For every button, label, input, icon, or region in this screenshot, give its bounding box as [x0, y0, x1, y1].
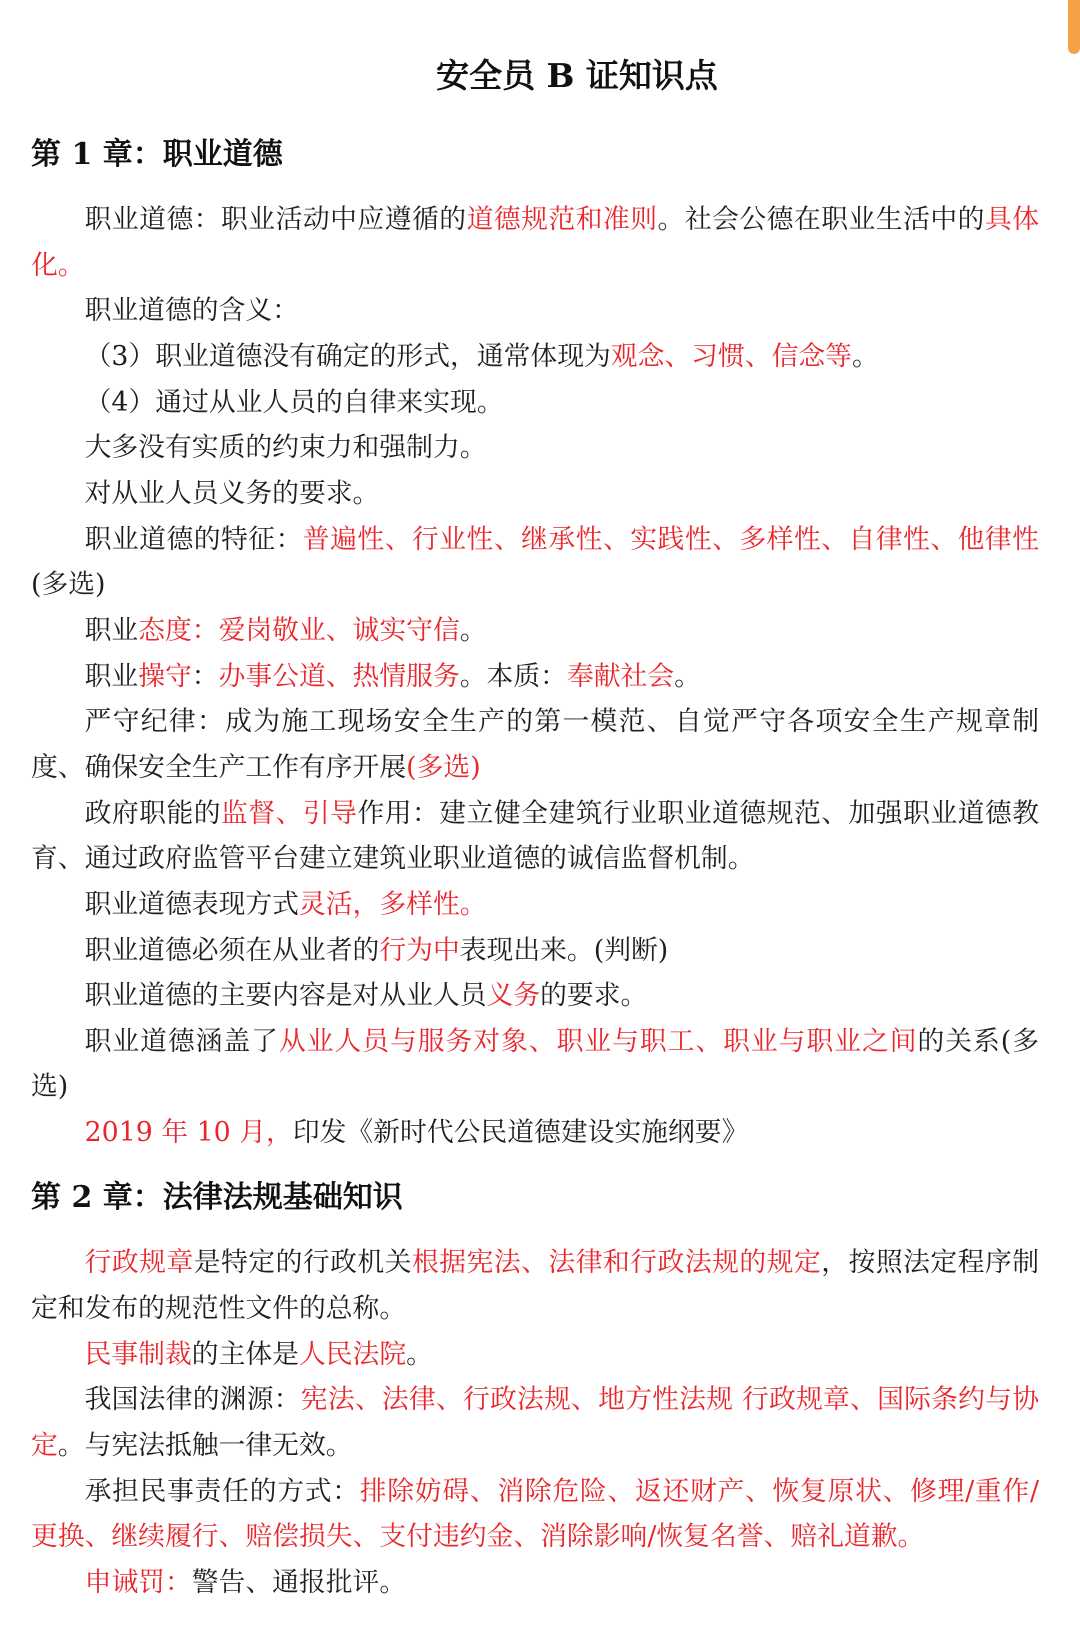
highlighted-text: 奉献社会 — [566, 660, 675, 692]
body-text: 的关系(多选) — [31, 1025, 1039, 1103]
paragraph — [31, 608, 1039, 654]
paragraph — [31, 1240, 1039, 1331]
body-text: 职业道德的特征： — [84, 523, 303, 555]
paragraph — [31, 334, 1039, 380]
paragraph — [31, 197, 1039, 288]
highlighted-text: 从业人员与服务对象、职业与职工、职业与职业之间 — [278, 1025, 918, 1057]
paragraph — [31, 1469, 1039, 1560]
body-text: 职业道德涵盖了 — [84, 1025, 279, 1057]
body-text: 。本质： — [459, 660, 567, 692]
highlighted-text: (多选) — [406, 751, 481, 783]
scroll-thumb[interactable] — [1068, 0, 1080, 54]
paragraph — [31, 288, 1039, 334]
body-text: 严守纪律：成为施工现场安全生产的第一模范、自觉严守各项安全生产规章制度、确保安全生产工作有序开展 — [31, 706, 1039, 783]
body-text: 职业道德的含义： — [84, 295, 299, 327]
chapter-section — [31, 132, 1039, 1156]
document-title: 安全员 B 证知识点 — [436, 56, 718, 95]
body-text: 职业道德表现方式 — [84, 888, 299, 920]
paragraph — [31, 1560, 1039, 1606]
paragraph — [31, 791, 1039, 882]
highlighted-text: 2019 年 10 月， — [84, 1117, 293, 1149]
paragraph — [31, 882, 1039, 928]
highlighted-text: 义务 — [486, 980, 541, 1012]
body-text: 。 — [851, 340, 879, 372]
body-text: 。与宪法抵触一律无效。 — [57, 1429, 353, 1461]
body-text: 职业道德的主要内容是对从业人员 — [84, 980, 487, 1012]
highlighted-text: 人民法院 — [298, 1338, 407, 1370]
body-text: （3）职业道德没有确定的形式，通常体现为 — [84, 340, 611, 372]
highlighted-text: 行政规章 — [84, 1247, 194, 1279]
body-text: 对从业人员义务的要求。 — [84, 477, 380, 509]
paragraph — [31, 973, 1039, 1019]
highlighted-text: 申诫罚： — [84, 1566, 192, 1598]
paragraph — [31, 1332, 1039, 1378]
body-text: 。 — [459, 614, 487, 646]
highlighted-text: 民事制裁 — [84, 1338, 192, 1370]
body-text: (多选) — [31, 569, 106, 601]
paragraph — [31, 425, 1039, 471]
highlighted-text: 操守 — [138, 660, 192, 692]
highlighted-text: 道德规范和准则 — [466, 204, 658, 235]
body-text: 职业 — [84, 614, 139, 646]
highlighted-text: 态度：爱岗敬业、诚实守信 — [138, 614, 460, 646]
body-text: ，按照法定程序制定和发布的规范性文件的总称。 — [31, 1247, 1040, 1324]
highlighted-text: 观念、习惯、信念等 — [610, 340, 852, 372]
body-text: 。 — [406, 1338, 433, 1370]
body-text: 的要求。 — [540, 980, 648, 1012]
body-text: 职业道德：职业活动中应遵循的 — [84, 204, 467, 235]
paragraph — [31, 517, 1039, 608]
body-text: 印发《新时代公民道德建设实施纲要》 — [292, 1117, 749, 1149]
highlighted-text: 排除妨碍、消除危险、返还财产、恢复原状、修理/重作/更换、继续履行、赔偿损失、支付违约金、消除影响/恢复名誉、赔礼道歉。 — [31, 1475, 1039, 1553]
paragraph — [31, 1110, 1039, 1156]
paragraph — [31, 471, 1039, 517]
highlighted-text: 宪法、法律、行政法规、地方性法规 行政规章、国际条约与协定 — [31, 1384, 1039, 1461]
body-text: 的主体是 — [191, 1338, 299, 1370]
body-text: 警告、通报批评。 — [191, 1566, 407, 1598]
chapter-section — [31, 1175, 1039, 1606]
paragraph — [31, 654, 1039, 700]
paragraph — [31, 1019, 1039, 1110]
body-text: 职业 — [84, 660, 139, 692]
highlighted-text: 办事公道、热情服务 — [218, 660, 460, 692]
chapter-heading: 第 2 章：法律法规基础知识 — [31, 1179, 403, 1215]
highlighted-text: 具体化。 — [31, 204, 1040, 281]
body-text: 表现出来。(判断) — [459, 934, 669, 966]
paragraph — [31, 928, 1039, 974]
body-text: 大多没有实质的约束力和强制力。 — [84, 432, 487, 464]
document-body — [31, 132, 1039, 1606]
body-text: 政府职能的 — [84, 797, 222, 829]
body-text: （4）通过从业人员的自律来实现。 — [84, 386, 504, 418]
body-text: 我国法律的渊源： — [84, 1384, 301, 1416]
body-text: 作用：建立健全建筑行业职业道德规范、加强职业道德教育、通过政府监管平台建立建筑业职业道德的诚信监督机制。 — [31, 797, 1040, 875]
paragraph — [31, 380, 1039, 426]
highlighted-text: 行为中 — [379, 934, 460, 966]
highlighted-text: 普遍性、行业性、继承性、实践性、多样性、自律性、他律性 — [302, 523, 1040, 555]
body-text: 。社会公德在职业生活中的 — [657, 204, 985, 235]
body-text: ： — [191, 660, 219, 692]
paragraph — [31, 699, 1039, 790]
highlighted-text: 灵活，多样性。 — [298, 888, 487, 920]
chapter-heading: 第 1 章：职业道德 — [31, 136, 283, 172]
body-text: 承担民事责任的方式： — [84, 1475, 360, 1507]
body-text: 是特定的行政机关 — [193, 1247, 412, 1279]
body-text: 职业道德必须在从业者的 — [84, 934, 380, 966]
highlighted-text: 监督、引导 — [221, 797, 358, 829]
body-text: 。 — [674, 660, 701, 692]
highlighted-text: 根据宪法、法律和行政法规的规定 — [412, 1247, 822, 1279]
paragraph — [31, 1377, 1039, 1468]
